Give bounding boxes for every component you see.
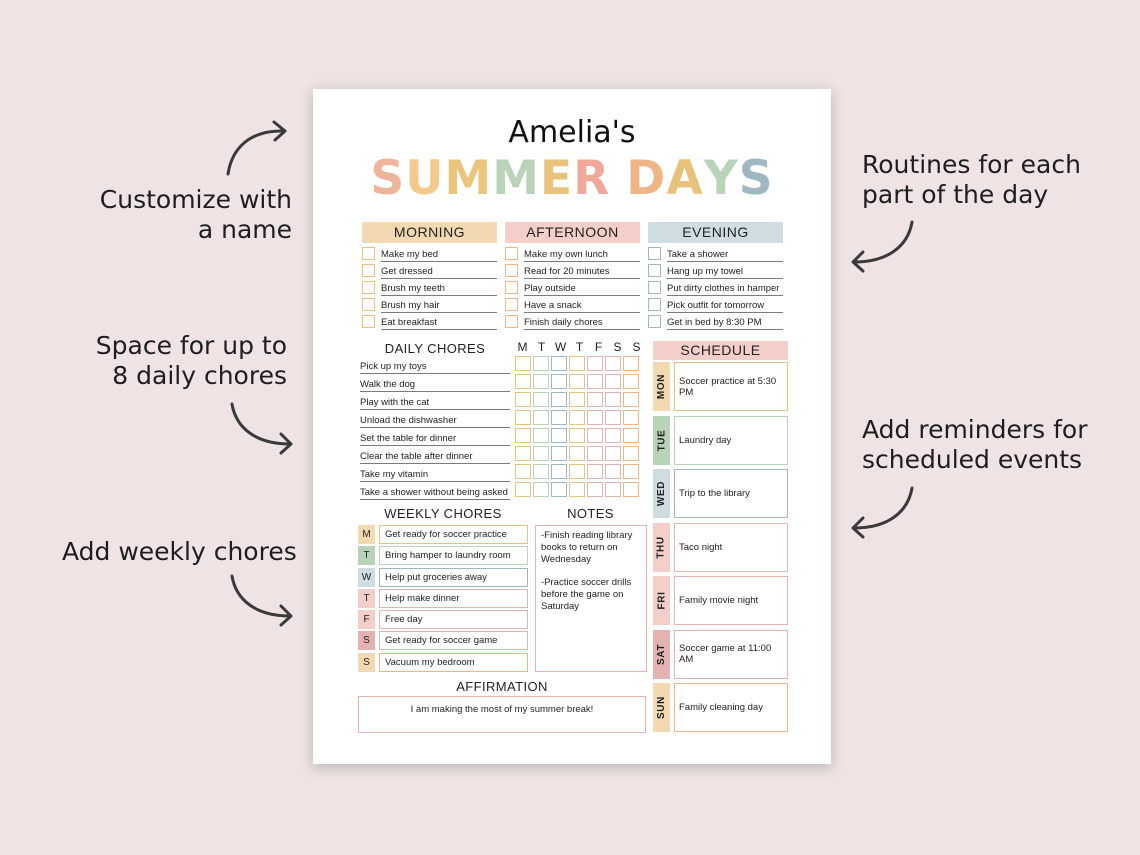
task-label: Put dirty clothes in hamper — [667, 283, 783, 296]
task-label: Pick outfit for tomorrow — [667, 300, 783, 313]
grid-checkbox[interactable] — [623, 464, 639, 479]
routine-task — [505, 279, 640, 296]
grid-checkbox[interactable] — [623, 356, 639, 371]
grid-checkbox[interactable] — [587, 410, 603, 425]
schedule-day — [653, 630, 670, 679]
grid-checkbox[interactable] — [587, 356, 603, 371]
daily-chore-label: Play with the cat — [360, 397, 510, 410]
daily-chores-list — [360, 356, 510, 500]
schedule-event: Soccer game at 11:00 AM — [674, 630, 788, 679]
weekly-day-letter: T — [358, 589, 375, 608]
arrow-icon — [226, 398, 298, 460]
weekly-chore-label: Bring hamper to laundry room — [379, 546, 528, 565]
grid-checkbox[interactable] — [533, 464, 549, 479]
schedule-day — [653, 576, 670, 625]
schedule-day — [653, 416, 670, 465]
grid-checkbox[interactable] — [533, 392, 549, 407]
weekly-chore-row — [358, 525, 528, 544]
callout-line: Customize with — [99, 185, 292, 214]
grid-checkbox[interactable] — [551, 410, 567, 425]
grid-row — [514, 462, 640, 480]
title-letter: S — [370, 151, 406, 206]
task-label: Hang up my towel — [667, 266, 783, 279]
checkbox[interactable] — [648, 281, 661, 294]
schedule-row — [653, 362, 788, 411]
grid-checkbox[interactable] — [569, 482, 585, 497]
day-letter: T — [537, 340, 546, 354]
daily-chore-label: Clear the table after dinner — [360, 451, 510, 464]
schedule-day — [653, 683, 670, 732]
schedule-row — [653, 469, 788, 518]
chore-chart-sheet — [313, 89, 831, 764]
grid-checkbox[interactable] — [587, 392, 603, 407]
routine-task — [362, 262, 497, 279]
grid-checkbox[interactable] — [569, 428, 585, 443]
weekly-chore-label: Help make dinner — [379, 589, 528, 608]
daily-chore-label: Take my vitamin — [360, 469, 510, 482]
daily-chore-label: Walk the dog — [360, 379, 510, 392]
task-label: Read for 20 minutes — [524, 266, 640, 279]
weekly-chore-label: Get ready for soccer game — [379, 631, 528, 650]
title-letter: D — [626, 151, 667, 206]
callout-weekly-chores — [62, 537, 302, 567]
routine-task — [362, 245, 497, 262]
task-label: Get in bed by 8:30 PM — [667, 317, 783, 330]
day-letter: M — [517, 340, 528, 354]
schedule-day-label: FRI — [656, 591, 668, 610]
schedule-day — [653, 469, 670, 518]
checkbox[interactable] — [505, 315, 518, 328]
weekly-chore-row — [358, 589, 528, 608]
sheet-title — [313, 151, 831, 206]
title-letter: S — [738, 151, 774, 206]
weekly-day-letter: T — [358, 546, 375, 565]
routine-column — [362, 222, 497, 330]
day-letter: S — [632, 340, 641, 354]
day-letter: F — [594, 340, 603, 354]
affirmation-text: I am making the most of my summer break! — [410, 704, 594, 715]
grid-checkbox[interactable] — [569, 464, 585, 479]
checkbox[interactable] — [648, 247, 661, 260]
grid-checkbox[interactable] — [587, 428, 603, 443]
grid-checkbox[interactable] — [623, 446, 639, 461]
grid-checkbox[interactable] — [533, 374, 549, 389]
grid-checkbox[interactable] — [533, 428, 549, 443]
task-label: Make my own lunch — [524, 249, 640, 262]
weekly-chore-label: Vacuum my bedroom — [379, 653, 528, 672]
grid-row — [514, 426, 640, 444]
routine-task — [648, 279, 783, 296]
routine-header: MORNING — [362, 222, 497, 243]
routine-task — [648, 313, 783, 330]
schedule-event: Taco night — [674, 523, 788, 572]
weekly-chore-row — [358, 631, 528, 650]
grid-checkbox[interactable] — [605, 410, 621, 425]
day-letter: W — [554, 340, 567, 354]
grid-checkbox[interactable] — [551, 374, 567, 389]
callout-line: Add weekly chores — [62, 537, 297, 566]
schedule-title: SCHEDULE — [653, 341, 788, 360]
title-letter: A — [666, 151, 704, 206]
title-letter: U — [405, 151, 445, 206]
grid-checkbox[interactable] — [551, 356, 567, 371]
weekly-day-letter: M — [358, 525, 375, 544]
routines-section — [362, 222, 783, 330]
grid-row — [514, 354, 640, 372]
grid-checkbox[interactable] — [515, 410, 531, 425]
task-label: Make my bed — [381, 249, 497, 262]
weekly-day-letter: W — [358, 568, 375, 587]
grid-checkbox[interactable] — [551, 482, 567, 497]
task-label: Eat breakfast — [381, 317, 497, 330]
routine-header: EVENING — [648, 222, 783, 243]
routine-task — [505, 296, 640, 313]
arrow-icon — [226, 570, 298, 632]
callout-line: part of the day — [862, 180, 1049, 209]
daily-chore-label: Pick up my toys — [360, 361, 510, 374]
grid-checkbox[interactable] — [587, 464, 603, 479]
schedule-day-label: MON — [656, 373, 668, 400]
grid-checkbox[interactable] — [605, 428, 621, 443]
checkbox[interactable] — [362, 315, 375, 328]
arrow-icon — [846, 482, 918, 544]
schedule-day — [653, 362, 670, 411]
daily-chore-label: Unload the dishwasher — [360, 415, 510, 428]
grid-checkbox[interactable] — [551, 392, 567, 407]
arrow-icon — [846, 216, 918, 278]
grid-row — [514, 372, 640, 390]
grid-checkbox[interactable] — [533, 356, 549, 371]
grid-checkbox[interactable] — [551, 428, 567, 443]
weekly-chore-row — [358, 546, 528, 565]
weekly-chores-list — [358, 525, 528, 674]
grid-checkbox[interactable] — [623, 428, 639, 443]
callout-daily-chores — [80, 331, 287, 391]
grid-checkbox[interactable] — [623, 410, 639, 425]
daily-chore-label: Set the table for dinner — [360, 433, 510, 446]
checkbox[interactable] — [362, 281, 375, 294]
routine-header: AFTERNOON — [505, 222, 640, 243]
schedule-event: Family movie night — [674, 576, 788, 625]
checkbox[interactable] — [362, 247, 375, 260]
schedule-list — [653, 362, 788, 737]
callout-routines — [862, 150, 1102, 210]
schedule-row — [653, 576, 788, 625]
callout-customize-name — [80, 185, 292, 245]
daily-chore-row — [360, 482, 510, 500]
daily-chore-row — [360, 410, 510, 428]
task-label: Get dressed — [381, 266, 497, 279]
grid-checkbox[interactable] — [605, 356, 621, 371]
schedule-row — [653, 630, 788, 679]
weekly-day-letter: S — [358, 631, 375, 650]
grid-checkbox[interactable] — [605, 374, 621, 389]
daily-chore-label: Take a shower without being asked — [360, 487, 510, 500]
routine-task — [505, 313, 640, 330]
routine-task — [648, 245, 783, 262]
grid-checkbox[interactable] — [605, 464, 621, 479]
title-letter: E — [539, 151, 574, 206]
checkbox[interactable] — [648, 298, 661, 311]
callout-line: scheduled events — [862, 445, 1083, 474]
daily-chore-row — [360, 392, 510, 410]
grid-checkbox[interactable] — [605, 446, 621, 461]
weekly-chore-label: Get ready for soccer practice — [379, 525, 528, 544]
grid-checkbox[interactable] — [569, 356, 585, 371]
grid-checkbox[interactable] — [605, 482, 621, 497]
checkbox[interactable] — [648, 315, 661, 328]
grid-checkbox[interactable] — [605, 392, 621, 407]
grid-checkbox[interactable] — [515, 374, 531, 389]
routine-task — [362, 296, 497, 313]
note-text: -Practice soccer drills before the game on Saturday — [541, 577, 632, 612]
grid-checkbox[interactable] — [551, 446, 567, 461]
checkbox[interactable] — [505, 264, 518, 277]
task-label: Take a shower — [667, 249, 783, 262]
task-label: Have a snack — [524, 300, 640, 313]
grid-checkbox[interactable] — [533, 410, 549, 425]
routine-task — [648, 296, 783, 313]
grid-checkbox[interactable] — [515, 356, 531, 371]
weekly-chores-title: WEEKLY CHORES — [384, 506, 502, 521]
daily-chore-row — [360, 446, 510, 464]
weekly-chore-row — [358, 568, 528, 587]
schedule-event: Soccer practice at 5:30 PM — [674, 362, 788, 411]
affirmation-box — [358, 696, 646, 733]
grid-checkbox[interactable] — [515, 428, 531, 443]
task-label: Brush my teeth — [381, 283, 497, 296]
weekly-chore-row — [358, 653, 528, 672]
checkbox[interactable] — [505, 281, 518, 294]
grid-row — [514, 444, 640, 462]
arrow-icon — [222, 118, 294, 180]
schedule-row — [653, 523, 788, 572]
note-text: -Finish reading library books to return on Wednesday — [541, 530, 633, 565]
schedule-day — [653, 523, 670, 572]
title-letter: R — [573, 151, 611, 206]
schedule-day-label: SAT — [656, 643, 667, 665]
grid-checkbox[interactable] — [623, 374, 639, 389]
grid-checkbox[interactable] — [533, 446, 549, 461]
title-letter: Y — [703, 151, 739, 206]
day-letter: S — [613, 340, 622, 354]
checkbox[interactable] — [505, 298, 518, 311]
day-letters — [514, 340, 645, 354]
schedule-event: Family cleaning day — [674, 683, 788, 732]
title-letter: M — [444, 151, 493, 206]
grid-checkbox[interactable] — [623, 482, 639, 497]
schedule-row — [653, 416, 788, 465]
daily-chore-row — [360, 464, 510, 482]
grid-checkbox[interactable] — [515, 464, 531, 479]
daily-chore-row — [360, 374, 510, 392]
notes-box — [535, 525, 647, 672]
callout-line: Routines for each — [862, 150, 1081, 179]
routine-task — [505, 262, 640, 279]
checkbox[interactable] — [648, 264, 661, 277]
grid-checkbox[interactable] — [569, 446, 585, 461]
task-label: Brush my hair — [381, 300, 497, 313]
grid-checkbox[interactable] — [623, 392, 639, 407]
checkbox[interactable] — [362, 298, 375, 311]
schedule-day-label: TUE — [656, 429, 667, 451]
weekly-chore-label: Help put groceries away — [379, 568, 528, 587]
grid-checkbox[interactable] — [587, 482, 603, 497]
task-label: Play outside — [524, 283, 640, 296]
weekly-chore-row — [358, 610, 528, 629]
routine-column — [505, 222, 640, 330]
schedule-event: Trip to the library — [674, 469, 788, 518]
grid-checkbox[interactable] — [587, 374, 603, 389]
grid-row — [514, 390, 640, 408]
checkbox[interactable] — [505, 247, 518, 260]
notes-title: NOTES — [567, 506, 614, 521]
day-letter: T — [575, 340, 584, 354]
daily-chores-grid — [514, 354, 640, 498]
grid-row — [514, 408, 640, 426]
checkbox[interactable] — [362, 264, 375, 277]
routine-task — [362, 279, 497, 296]
routine-task — [648, 262, 783, 279]
schedule-day-label: WED — [656, 480, 668, 507]
weekly-chore-label: Free day — [379, 610, 528, 629]
grid-checkbox[interactable] — [587, 446, 603, 461]
grid-row — [514, 480, 640, 498]
callout-line: Space for up to — [95, 331, 287, 360]
callout-reminders — [862, 415, 1102, 475]
routine-task — [362, 313, 497, 330]
title-letter: M — [492, 151, 540, 206]
daily-chore-row — [360, 428, 510, 446]
weekly-day-letter: S — [358, 653, 375, 672]
daily-chores-title: DAILY CHORES — [384, 341, 486, 356]
grid-checkbox[interactable] — [569, 392, 585, 407]
callout-line: a name — [197, 215, 292, 244]
grid-checkbox[interactable] — [515, 482, 531, 497]
grid-checkbox[interactable] — [515, 446, 531, 461]
child-name: Amelia's — [508, 115, 636, 150]
affirmation-title: AFFIRMATION — [456, 679, 548, 694]
grid-checkbox[interactable] — [533, 482, 549, 497]
routine-task — [505, 245, 640, 262]
schedule-day-label: THU — [656, 535, 668, 559]
schedule-event: Laundry day — [674, 416, 788, 465]
grid-checkbox[interactable] — [551, 464, 567, 479]
daily-chore-row — [360, 356, 510, 374]
task-label: Finish daily chores — [524, 317, 640, 330]
weekly-day-letter: F — [358, 610, 375, 629]
schedule-day-label: SUN — [656, 696, 668, 719]
grid-checkbox[interactable] — [569, 410, 585, 425]
schedule-row — [653, 683, 788, 732]
grid-checkbox[interactable] — [569, 374, 585, 389]
grid-checkbox[interactable] — [515, 392, 531, 407]
callout-line: Add reminders for — [862, 415, 1088, 444]
routine-column — [648, 222, 783, 330]
callout-line: 8 daily chores — [112, 361, 287, 390]
